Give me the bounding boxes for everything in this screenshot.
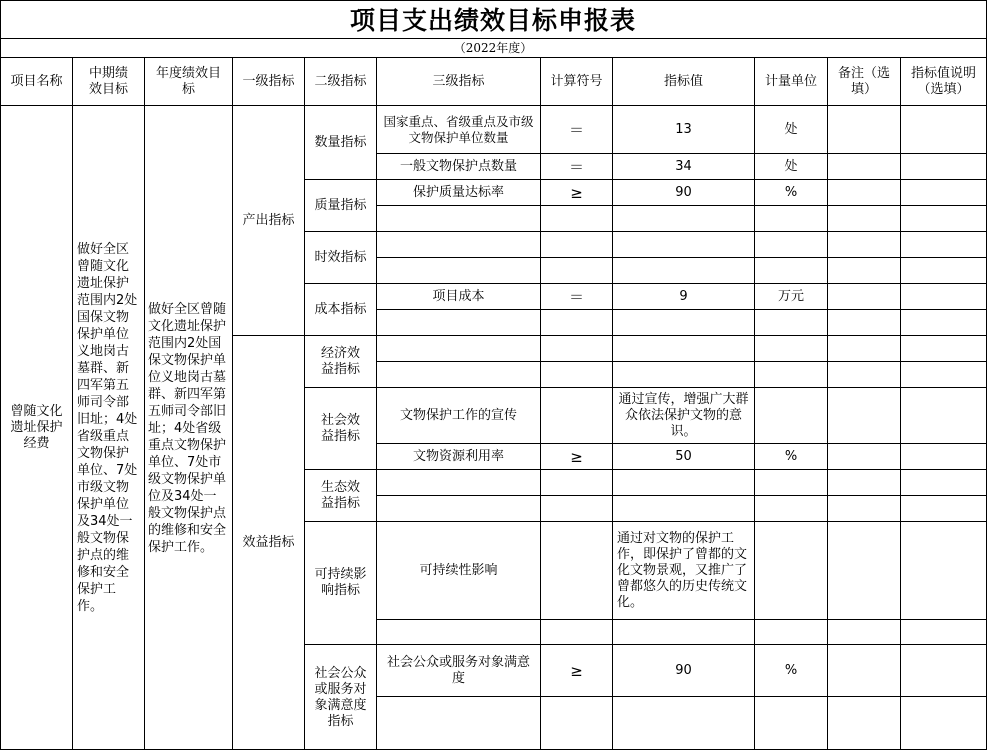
header-project-name: 项目名称: [10, 73, 63, 89]
value-sa1: 90: [675, 662, 692, 678]
level2-satisfaction: 社会公众或服务对象满意度指标: [314, 665, 367, 729]
grid-hline: [0, 0, 987, 1]
grid-hline: [304, 469, 987, 470]
grid-hline: [376, 205, 987, 206]
grid-hline: [304, 231, 987, 232]
grid-hline: [376, 619, 987, 620]
indicator-c1: 项目成本: [432, 288, 485, 304]
mid-goal-cell: 做好全区曾随文化遗址保护范围内2处国保文物保护单位义地岗古墓群、新四军第五师司令部旧址；4处省级重点文物保护单位、7处市级文物保护单位及34处一般文物保护点的维修和安全保护工作。: [77, 242, 138, 614]
header-value-desc: 指标值说明（选填）: [910, 65, 976, 97]
indicator-s1: 文物保护工作的宣传: [399, 407, 517, 423]
indicator-s2: 文物资源利用率: [412, 448, 504, 464]
header-operator: 计算符号: [550, 73, 603, 89]
unit-q2: 处: [784, 158, 798, 174]
level1-output: 产出指标: [242, 212, 295, 228]
page-title: 项目支出绩效目标申报表: [349, 6, 636, 35]
header-mid-goal: 中期绩效目标: [88, 65, 128, 97]
header-level2: 二级指标: [314, 73, 367, 89]
header-level3: 三级指标: [432, 73, 485, 89]
grid-vline: [986, 0, 987, 750]
level2-sustainable: 可持续影响指标: [314, 567, 367, 598]
indicator-su1: 可持续性影响: [419, 562, 498, 578]
value-q1: 13: [675, 121, 692, 137]
unit-sa1: %: [784, 662, 798, 678]
operator-q2: ＝: [568, 157, 584, 176]
operator-ql1: ≥: [570, 183, 583, 202]
grid-hline: [376, 257, 987, 258]
header-value: 指标值: [663, 73, 703, 89]
level2-timeliness: 时效指标: [314, 249, 367, 265]
level1-benefit: 效益指标: [242, 535, 295, 550]
grid-hline: [376, 309, 987, 310]
annual-goal-cell: 做好全区曾随文化遗址保护范围内2处国保文物保护单位义地岗古墓群、新四军第五师司令部旧址；4处省级重点文物保护单位、7处市级文物保护单位及34处一般文物保护点的维修和安全保护工作。: [148, 301, 227, 555]
indicator-q2: 一般文物保护点数量: [399, 158, 517, 174]
unit-s2: %: [784, 448, 798, 464]
operator-sa1: ≥: [570, 661, 583, 680]
report-year: （2022年度）: [453, 41, 533, 55]
grid-hline: [376, 361, 987, 362]
header-unit: 计量单位: [764, 73, 817, 89]
grid-hline: [0, 38, 987, 39]
unit-q1: 处: [784, 121, 798, 137]
value-s1: 通过宣传，增强广大群众依法保护文物的意识。: [618, 391, 749, 439]
level2-ecological: 生态效益指标: [320, 479, 360, 511]
indicator-sa1: 社会公众或服务对象满意度: [386, 654, 530, 686]
level2-economic: 经济效益指标: [320, 345, 360, 377]
value-ql1: 90: [675, 184, 692, 200]
value-q2: 34: [675, 158, 692, 174]
level2-cost: 成本指标: [314, 301, 367, 317]
value-s2: 50: [675, 448, 692, 464]
header-note: 备注（选填）: [837, 65, 890, 97]
operator-s2: ≥: [570, 447, 583, 466]
header-annual-goal: 年度绩效目标: [155, 65, 221, 97]
value-su1: 通过对文物的保护工作，即保护了曾都的文化文物景观，又推广了曾都悠久的历史传统文化。: [617, 530, 748, 610]
grid-hline: [376, 495, 987, 496]
level2-social: 社会效益指标: [320, 412, 360, 444]
level2-quality: 质量指标: [314, 197, 367, 213]
grid-hline: [376, 696, 987, 697]
unit-ql1: %: [784, 184, 798, 200]
project-name-cell: 曾随文化遗址保护经费: [10, 404, 63, 451]
indicator-ql1: 保护质量达标率: [412, 184, 504, 200]
indicator-q1: 国家重点、省级重点及市级文物保护单位数量: [383, 114, 534, 145]
level2-quantity: 数量指标: [314, 134, 367, 150]
operator-c1: ＝: [568, 287, 584, 306]
operator-q1: ＝: [568, 120, 584, 139]
grid-vline: [900, 57, 901, 750]
value-c1: 9: [679, 288, 688, 304]
unit-c1: 万元: [777, 288, 804, 304]
grid-vline: [827, 57, 828, 750]
header-level1: 一级指标: [242, 73, 295, 89]
